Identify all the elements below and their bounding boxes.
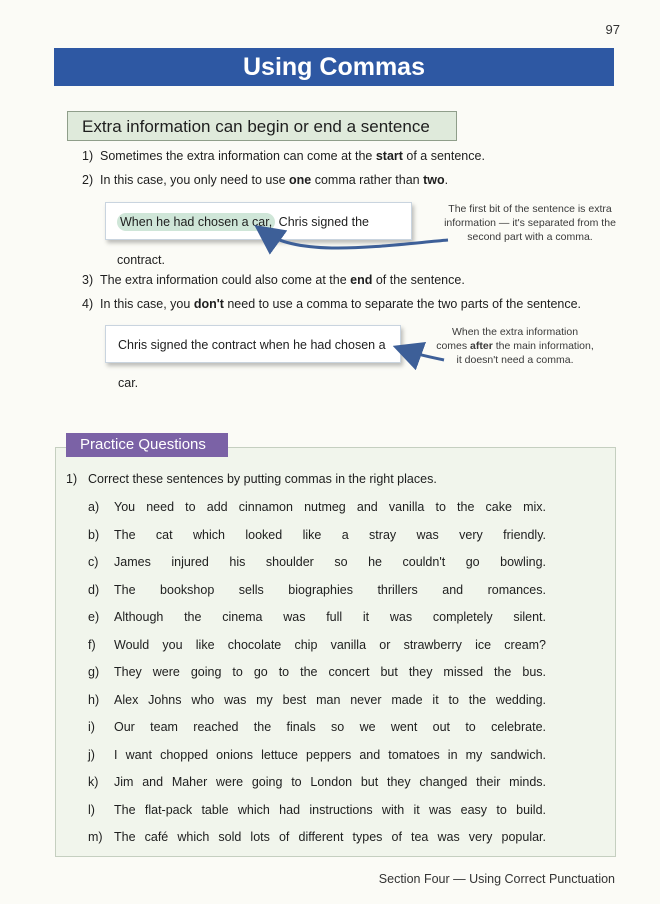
item-text: They were going to go to the concert but they missed the bus. — [114, 665, 546, 679]
page-number: 97 — [605, 22, 620, 37]
item-text: The bookshop sells biographies thrillers and romances. — [114, 582, 546, 597]
item-text: The flat-pack table which had instructions with it was easy to build. — [114, 802, 546, 817]
question-item — [88, 830, 546, 850]
question-item — [88, 555, 546, 575]
question-item — [88, 748, 546, 768]
example-1-rest: Chris signed the contract. — [117, 215, 369, 267]
section-heading: Extra information can begin or end a sentence — [67, 111, 457, 141]
question-item — [88, 803, 546, 823]
arrow-1 — [264, 232, 448, 248]
item-letter: f) — [88, 637, 96, 652]
question-item — [88, 583, 546, 603]
question-item — [88, 665, 546, 685]
item-letter: j) — [88, 747, 95, 762]
point-3: 3) The extra information could also come at the end of the sentence. — [82, 273, 465, 287]
item-text: I want chopped onions lettuce peppers and tomatoes in my sandwich. — [114, 747, 546, 762]
question-1: 1) Correct these sentences by putting commas in the right places. — [66, 472, 437, 486]
arrow-2 — [404, 350, 444, 360]
item-letter: d) — [88, 582, 100, 597]
question-item — [88, 775, 546, 795]
item-letter: a) — [88, 500, 100, 514]
practice-label: Practice Questions — [66, 433, 228, 457]
item-letter: c) — [88, 555, 99, 569]
item-text: Our team reached the finals so we went out to celebrate. — [114, 720, 546, 734]
item-text: The cat which looked like a stray was very friendly. — [114, 527, 546, 542]
page-title: Using Commas — [54, 48, 614, 86]
footer: Section Four — Using Correct Punctuation — [378, 872, 615, 886]
item-letter: l) — [88, 802, 95, 817]
item-letter: e) — [88, 610, 100, 624]
item-text: James injured his shoulder so he couldn't go bowling. — [114, 555, 546, 569]
question-item — [88, 500, 546, 520]
point-1: 1) Sometimes the extra information can come at the start of a sentence. — [82, 149, 485, 163]
item-text: Although the cinema was full it was completely silent. — [114, 610, 546, 624]
item-letter: b) — [88, 527, 100, 542]
item-text: You need to add cinnamon nutmeg and vanilla to the cake mix. — [114, 500, 546, 514]
item-text: The café which sold lots of different types of tea was very popular. — [114, 830, 546, 844]
item-letter: m) — [88, 830, 103, 844]
item-letter: k) — [88, 775, 99, 789]
question-item — [88, 610, 546, 630]
point-4: 4) In this case, you don't need to use a comma to separate the two parts of the sentence. — [82, 297, 582, 311]
item-letter: i) — [88, 720, 95, 734]
item-text: Jim and Maher were going to London but they changed their minds. — [114, 775, 546, 789]
note-1: The first bit of the sentence is extra information — it's separated from the second part with a comma. — [444, 203, 616, 243]
item-letter: h) — [88, 692, 100, 707]
example-1-highlight: When he had chosen a car, — [117, 213, 275, 231]
note-2: When the extra information comes after the main information, it doesn't need a comma. — [436, 326, 594, 366]
question-item — [88, 720, 546, 740]
question-item — [88, 638, 546, 658]
item-text: Alex Johns who was my best man never made it to the wedding. — [114, 692, 546, 707]
item-letter: g) — [88, 665, 100, 679]
question-item — [88, 528, 546, 548]
example-2-text: Chris signed the contract when he had chosen a car. — [118, 338, 386, 390]
point-2: 2) In this case, you only need to use one comma rather than two. — [82, 173, 449, 187]
question-item — [88, 693, 546, 713]
item-text: Would you like chocolate chip vanilla or strawberry ice cream? — [114, 637, 546, 652]
